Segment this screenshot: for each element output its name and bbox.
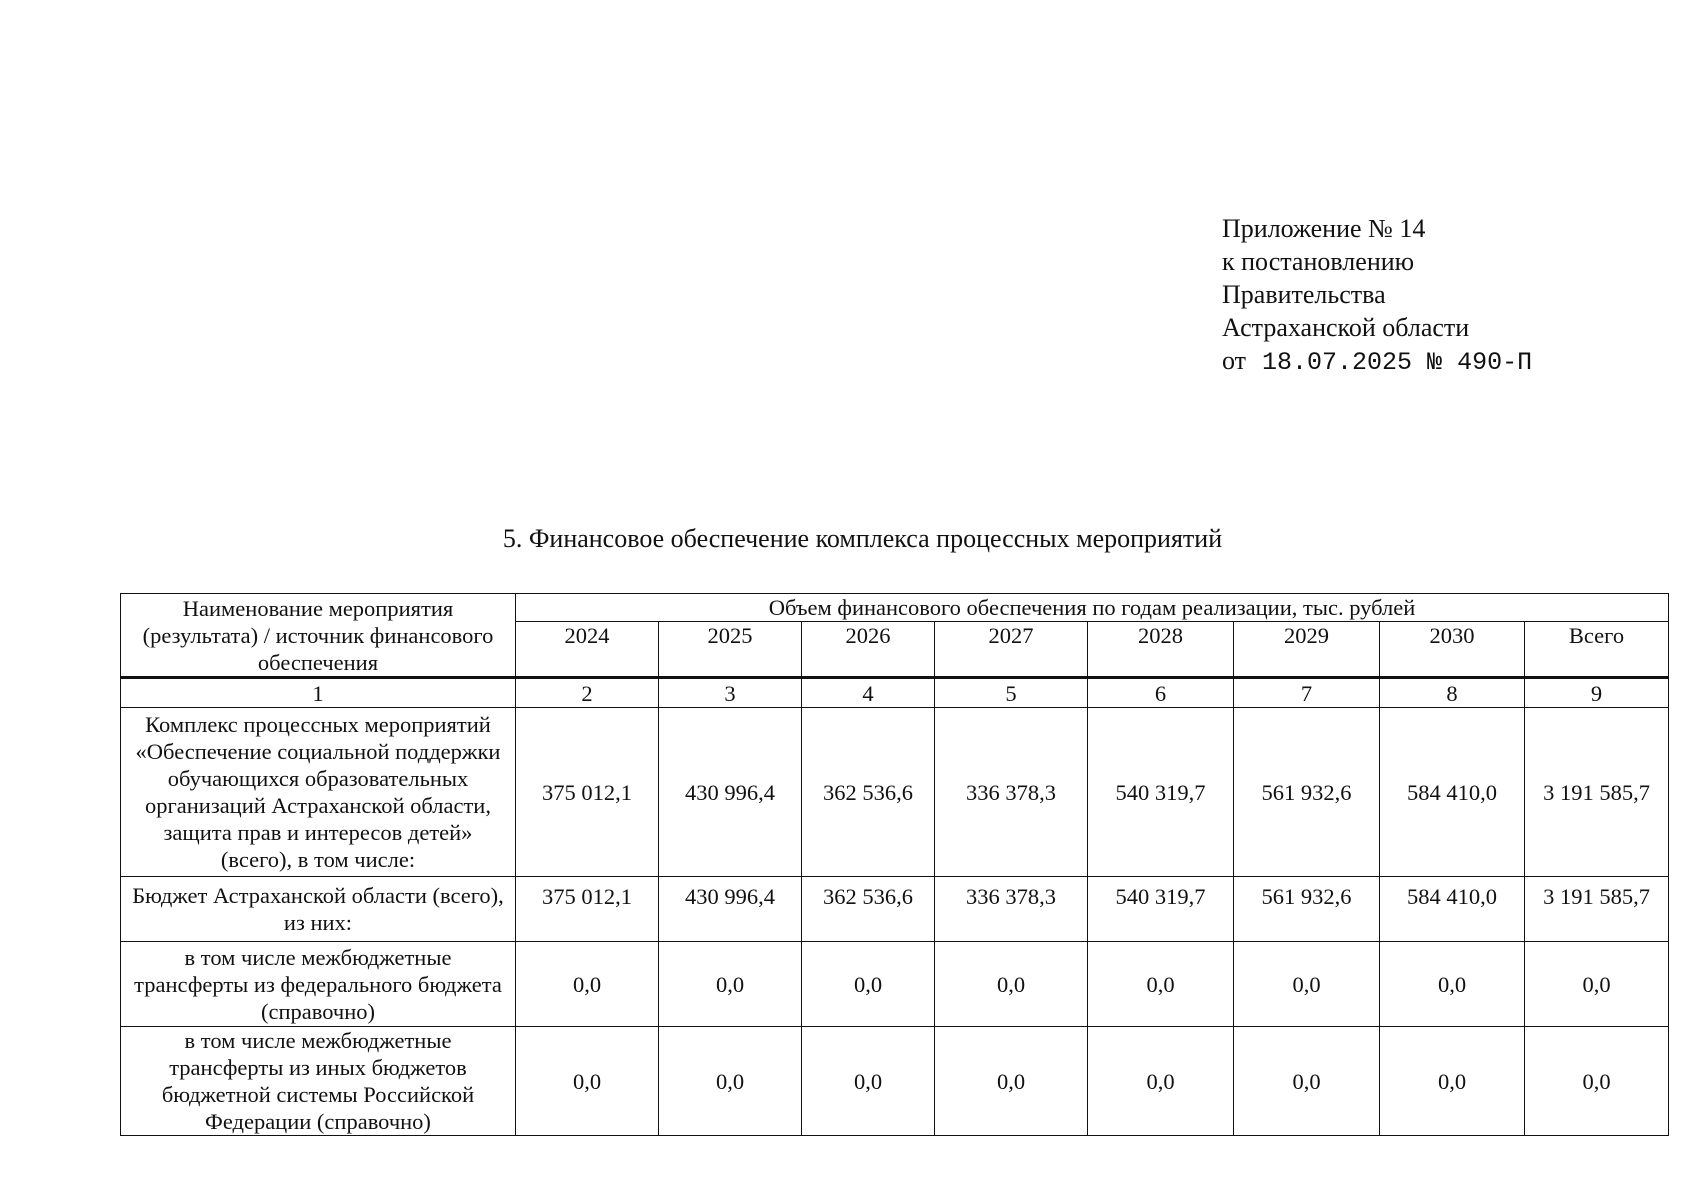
- cell-value-total: 0,0: [1525, 942, 1669, 1027]
- column-number: 8: [1380, 678, 1525, 708]
- row-name: в том числе межбюджетные трансферты из иных бюджетов бюджетной системы Российской Федерации (справочно): [121, 1027, 516, 1136]
- cell-value: 0,0: [935, 942, 1088, 1027]
- year-header: 2024: [516, 622, 659, 678]
- cell-value: 362 536,6: [802, 708, 935, 877]
- header-row-1: [121, 594, 1669, 622]
- name-column-header: Наименование мероприятия (результата) / источник финансового обеспечения: [121, 594, 516, 678]
- year-header: 2027: [935, 622, 1088, 678]
- column-number: 6: [1088, 678, 1234, 708]
- cell-value: 336 378,3: [935, 877, 1088, 942]
- table-row: [121, 1027, 1669, 1136]
- cell-value: 0,0: [935, 1027, 1088, 1136]
- cell-value: 430 996,4: [659, 708, 802, 877]
- year-header: 2028: [1088, 622, 1234, 678]
- cell-value: 561 932,6: [1234, 708, 1380, 877]
- total-header: Всего: [1525, 622, 1669, 678]
- cell-value: 0,0: [659, 942, 802, 1027]
- table-row: [121, 942, 1669, 1027]
- appendix-number: Приложение № 14: [1222, 214, 1426, 243]
- year-header: 2026: [802, 622, 935, 678]
- cell-value: 0,0: [1088, 942, 1234, 1027]
- cell-value: 362 536,6: [802, 877, 935, 942]
- column-number: 7: [1234, 678, 1380, 708]
- column-number-row: [121, 678, 1669, 708]
- row-name: Бюджет Астраханской области (всего), из них:: [121, 877, 516, 942]
- cell-value: 336 378,3: [935, 708, 1088, 877]
- volume-header: Объем финансового обеспечения по годам реализации, тыс. рублей: [516, 594, 1669, 622]
- column-number: 1: [121, 678, 516, 708]
- year-header: 2030: [1380, 622, 1525, 678]
- cell-value: 0,0: [1380, 1027, 1525, 1136]
- row-name: Комплекс процессных мероприятий «Обеспечение социальной поддержки обучающихся образовательных организаций Астраханской области, защита прав и интересов детей» (всего), в том числе:: [121, 708, 516, 877]
- row-name: в том числе межбюджетные трансферты из федерального бюджета (справочно): [121, 942, 516, 1027]
- section-title: [0, 524, 1705, 554]
- appendix-block: [1222, 212, 1532, 379]
- appendix-government: Правительства: [1222, 280, 1386, 309]
- cell-value-total: 0,0: [1525, 1027, 1669, 1136]
- column-number: 3: [659, 678, 802, 708]
- cell-value: 0,0: [802, 1027, 935, 1136]
- year-header: 2029: [1234, 622, 1380, 678]
- cell-value: 540 319,7: [1088, 877, 1234, 942]
- cell-value: 0,0: [802, 942, 935, 1027]
- cell-value: 0,0: [1234, 942, 1380, 1027]
- cell-value: 0,0: [1234, 1027, 1380, 1136]
- cell-value: 0,0: [516, 942, 659, 1027]
- column-number: 4: [802, 678, 935, 708]
- cell-value: 0,0: [516, 1027, 659, 1136]
- table-row: [121, 708, 1669, 877]
- cell-value: 0,0: [659, 1027, 802, 1136]
- financing-table: [120, 593, 1669, 1136]
- column-number: 5: [935, 678, 1088, 708]
- cell-value: 430 996,4: [659, 877, 802, 942]
- cell-value: 584 410,0: [1380, 877, 1525, 942]
- cell-value: 0,0: [1088, 1027, 1234, 1136]
- year-header: 2025: [659, 622, 802, 678]
- cell-value: 540 319,7: [1088, 708, 1234, 877]
- column-number: 9: [1525, 678, 1669, 708]
- appendix-region: Астраханской области: [1222, 313, 1470, 342]
- cell-value: 375 012,1: [516, 708, 659, 877]
- appendix-date-prefix: от: [1222, 346, 1247, 375]
- column-number: 2: [516, 678, 659, 708]
- cell-value-total: 3 191 585,7: [1525, 877, 1669, 942]
- section-title-text: 5. Финансовое обеспечение комплекса процессных мероприятий: [502, 524, 1223, 553]
- cell-value-total: 3 191 585,7: [1525, 708, 1669, 877]
- appendix-resolution-ref: к постановлению: [1222, 247, 1415, 276]
- cell-value: 375 012,1: [516, 877, 659, 942]
- cell-value: 561 932,6: [1234, 877, 1380, 942]
- appendix-date-stamp: 18.07.2025 № 490-П: [1262, 348, 1533, 377]
- appendix-date-line: [1222, 344, 1532, 379]
- cell-value: 584 410,0: [1380, 708, 1525, 877]
- cell-value: 0,0: [1380, 942, 1525, 1027]
- table-row: [121, 877, 1669, 942]
